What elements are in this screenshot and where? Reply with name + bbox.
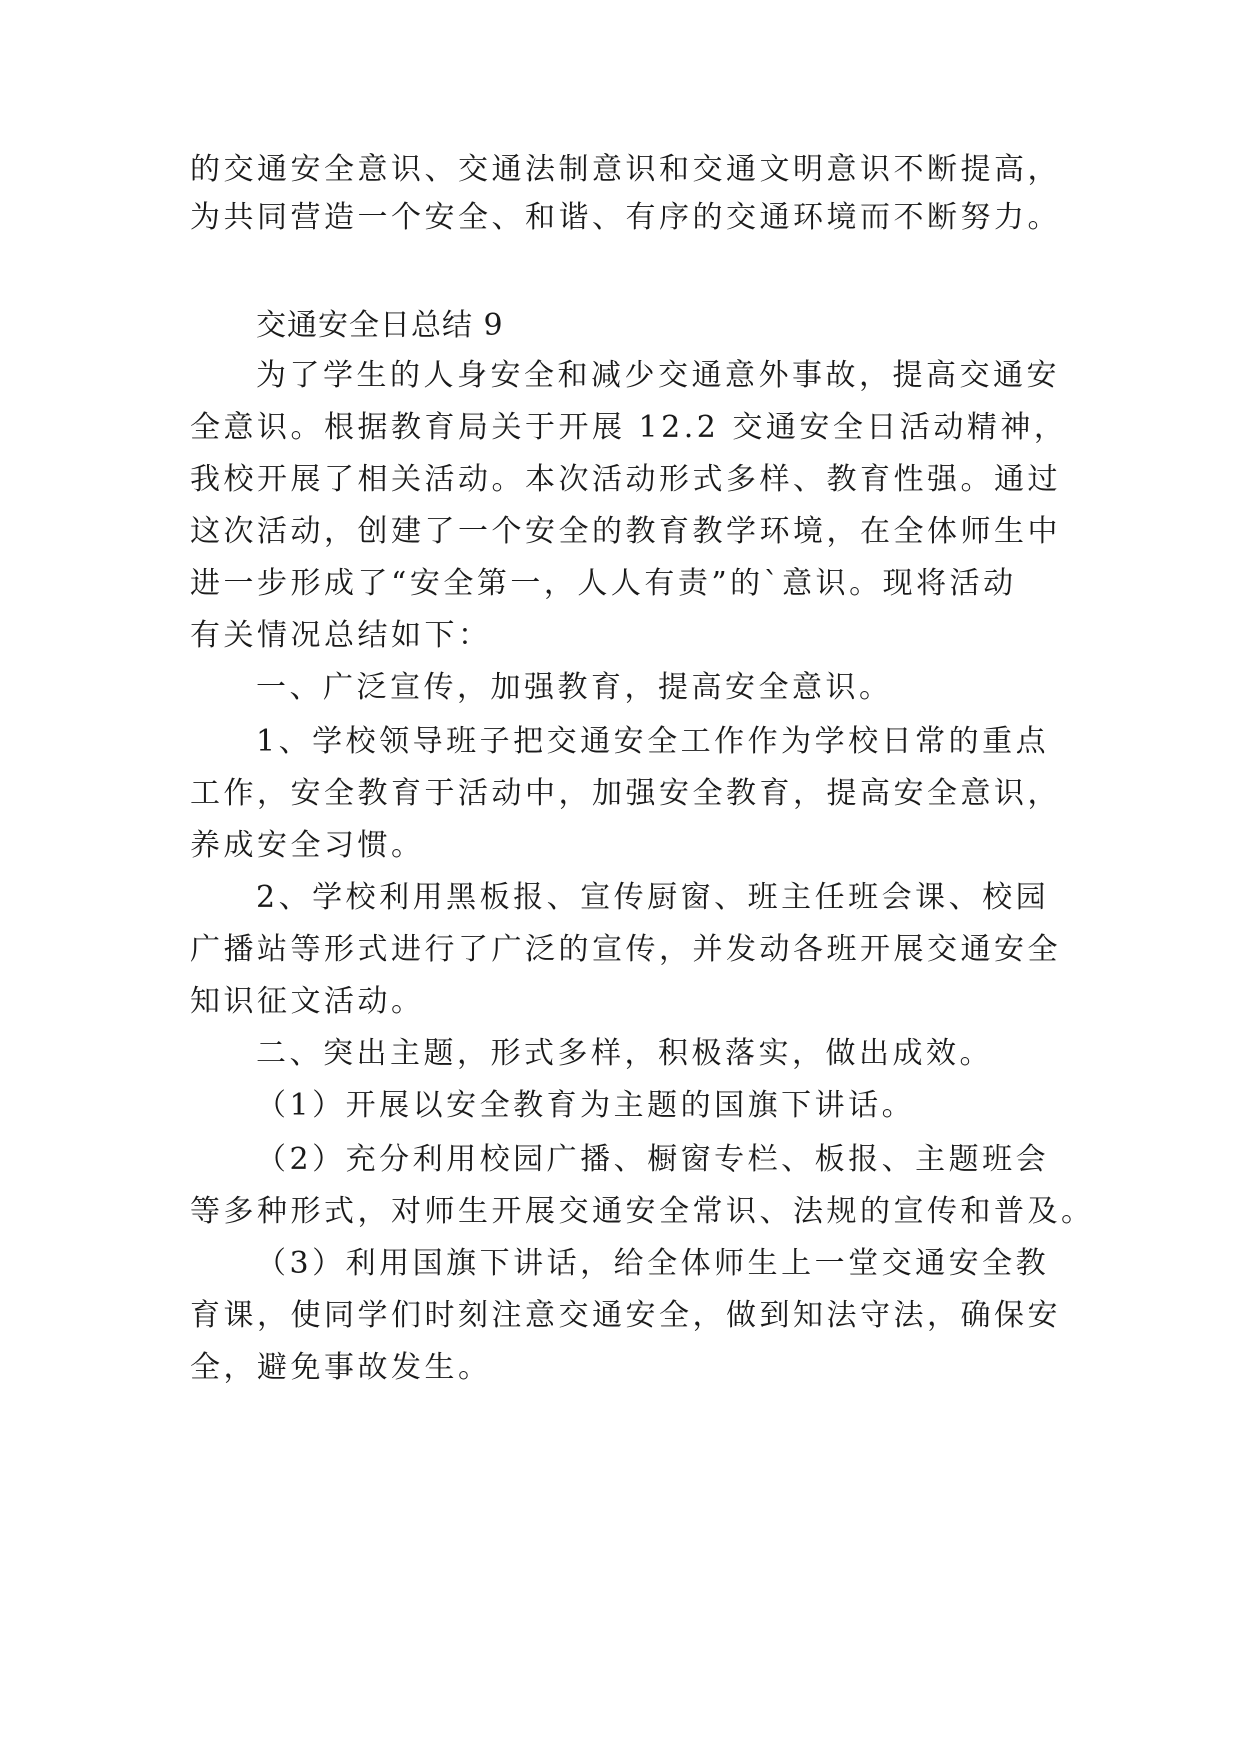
- sub3-line-1: （3）利用国旗下讲话，给全体师生上一堂交通安全教: [256, 1246, 1050, 1281]
- continuation-line-2: 为共同营造一个安全、和谐、有序的交通环境而不断努力。: [190, 200, 1061, 235]
- sub3-line-3: 全，避免事故发生。: [190, 1350, 492, 1385]
- item2-line-3: 知识征文活动。: [190, 984, 425, 1019]
- item2-line-2: 广播站等形式进行了广泛的宣传，并发动各班开展交通安全: [190, 932, 1061, 967]
- sub2-line-2: 等多种形式，对师生开展交通安全常识、法规的宣传和普及。: [190, 1194, 1095, 1229]
- item1-line-1: 1、学校领导班子把交通安全工作作为学校日常的重点: [256, 724, 1050, 759]
- sub2-line-1: （2）充分利用校园广播、橱窗专栏、板报、主题班会: [256, 1142, 1050, 1177]
- intro-line-3: 我校开展了相关活动。本次活动形式多样、教育性强。通过: [190, 462, 1061, 497]
- section-title: 交通安全日总结 9: [256, 308, 504, 343]
- item1-line-2: 工作，安全教育于活动中，加强安全教育，提高安全意识，: [190, 776, 1061, 811]
- continuation-line-1: 的交通安全意识、交通法制意识和交通文明意识不断提高，: [190, 152, 1061, 187]
- item2-line-1: 2、学校利用黑板报、宣传厨窗、班主任班会课、校园: [256, 880, 1050, 915]
- intro-line-6: 有关情况总结如下：: [190, 618, 492, 653]
- intro-line-5: 进一步形成了“安全第一，人人有责”的`意识。现将活动: [190, 566, 1017, 601]
- part2-heading: 二、突出主题，形式多样，积极落实，做出成效。: [256, 1036, 993, 1071]
- intro-line-2: 全意识。根据教育局关于开展 12.2 交通安全日活动精神，: [190, 410, 1068, 445]
- sub1-line-1: （1）开展以安全教育为主题的国旗下讲话。: [256, 1088, 916, 1123]
- item1-line-3: 养成安全习惯。: [190, 828, 425, 863]
- part1-heading: 一、广泛宣传，加强教育，提高安全意识。: [256, 670, 893, 705]
- intro-line-4: 这次活动，创建了一个安全的教育教学环境，在全体师生中: [190, 514, 1061, 549]
- intro-line-1: 为了学生的人身安全和减少交通意外事故，提高交通安: [256, 358, 1060, 393]
- sub3-line-2: 育课，使同学们时刻注意交通安全，做到知法守法，确保安: [190, 1298, 1061, 1333]
